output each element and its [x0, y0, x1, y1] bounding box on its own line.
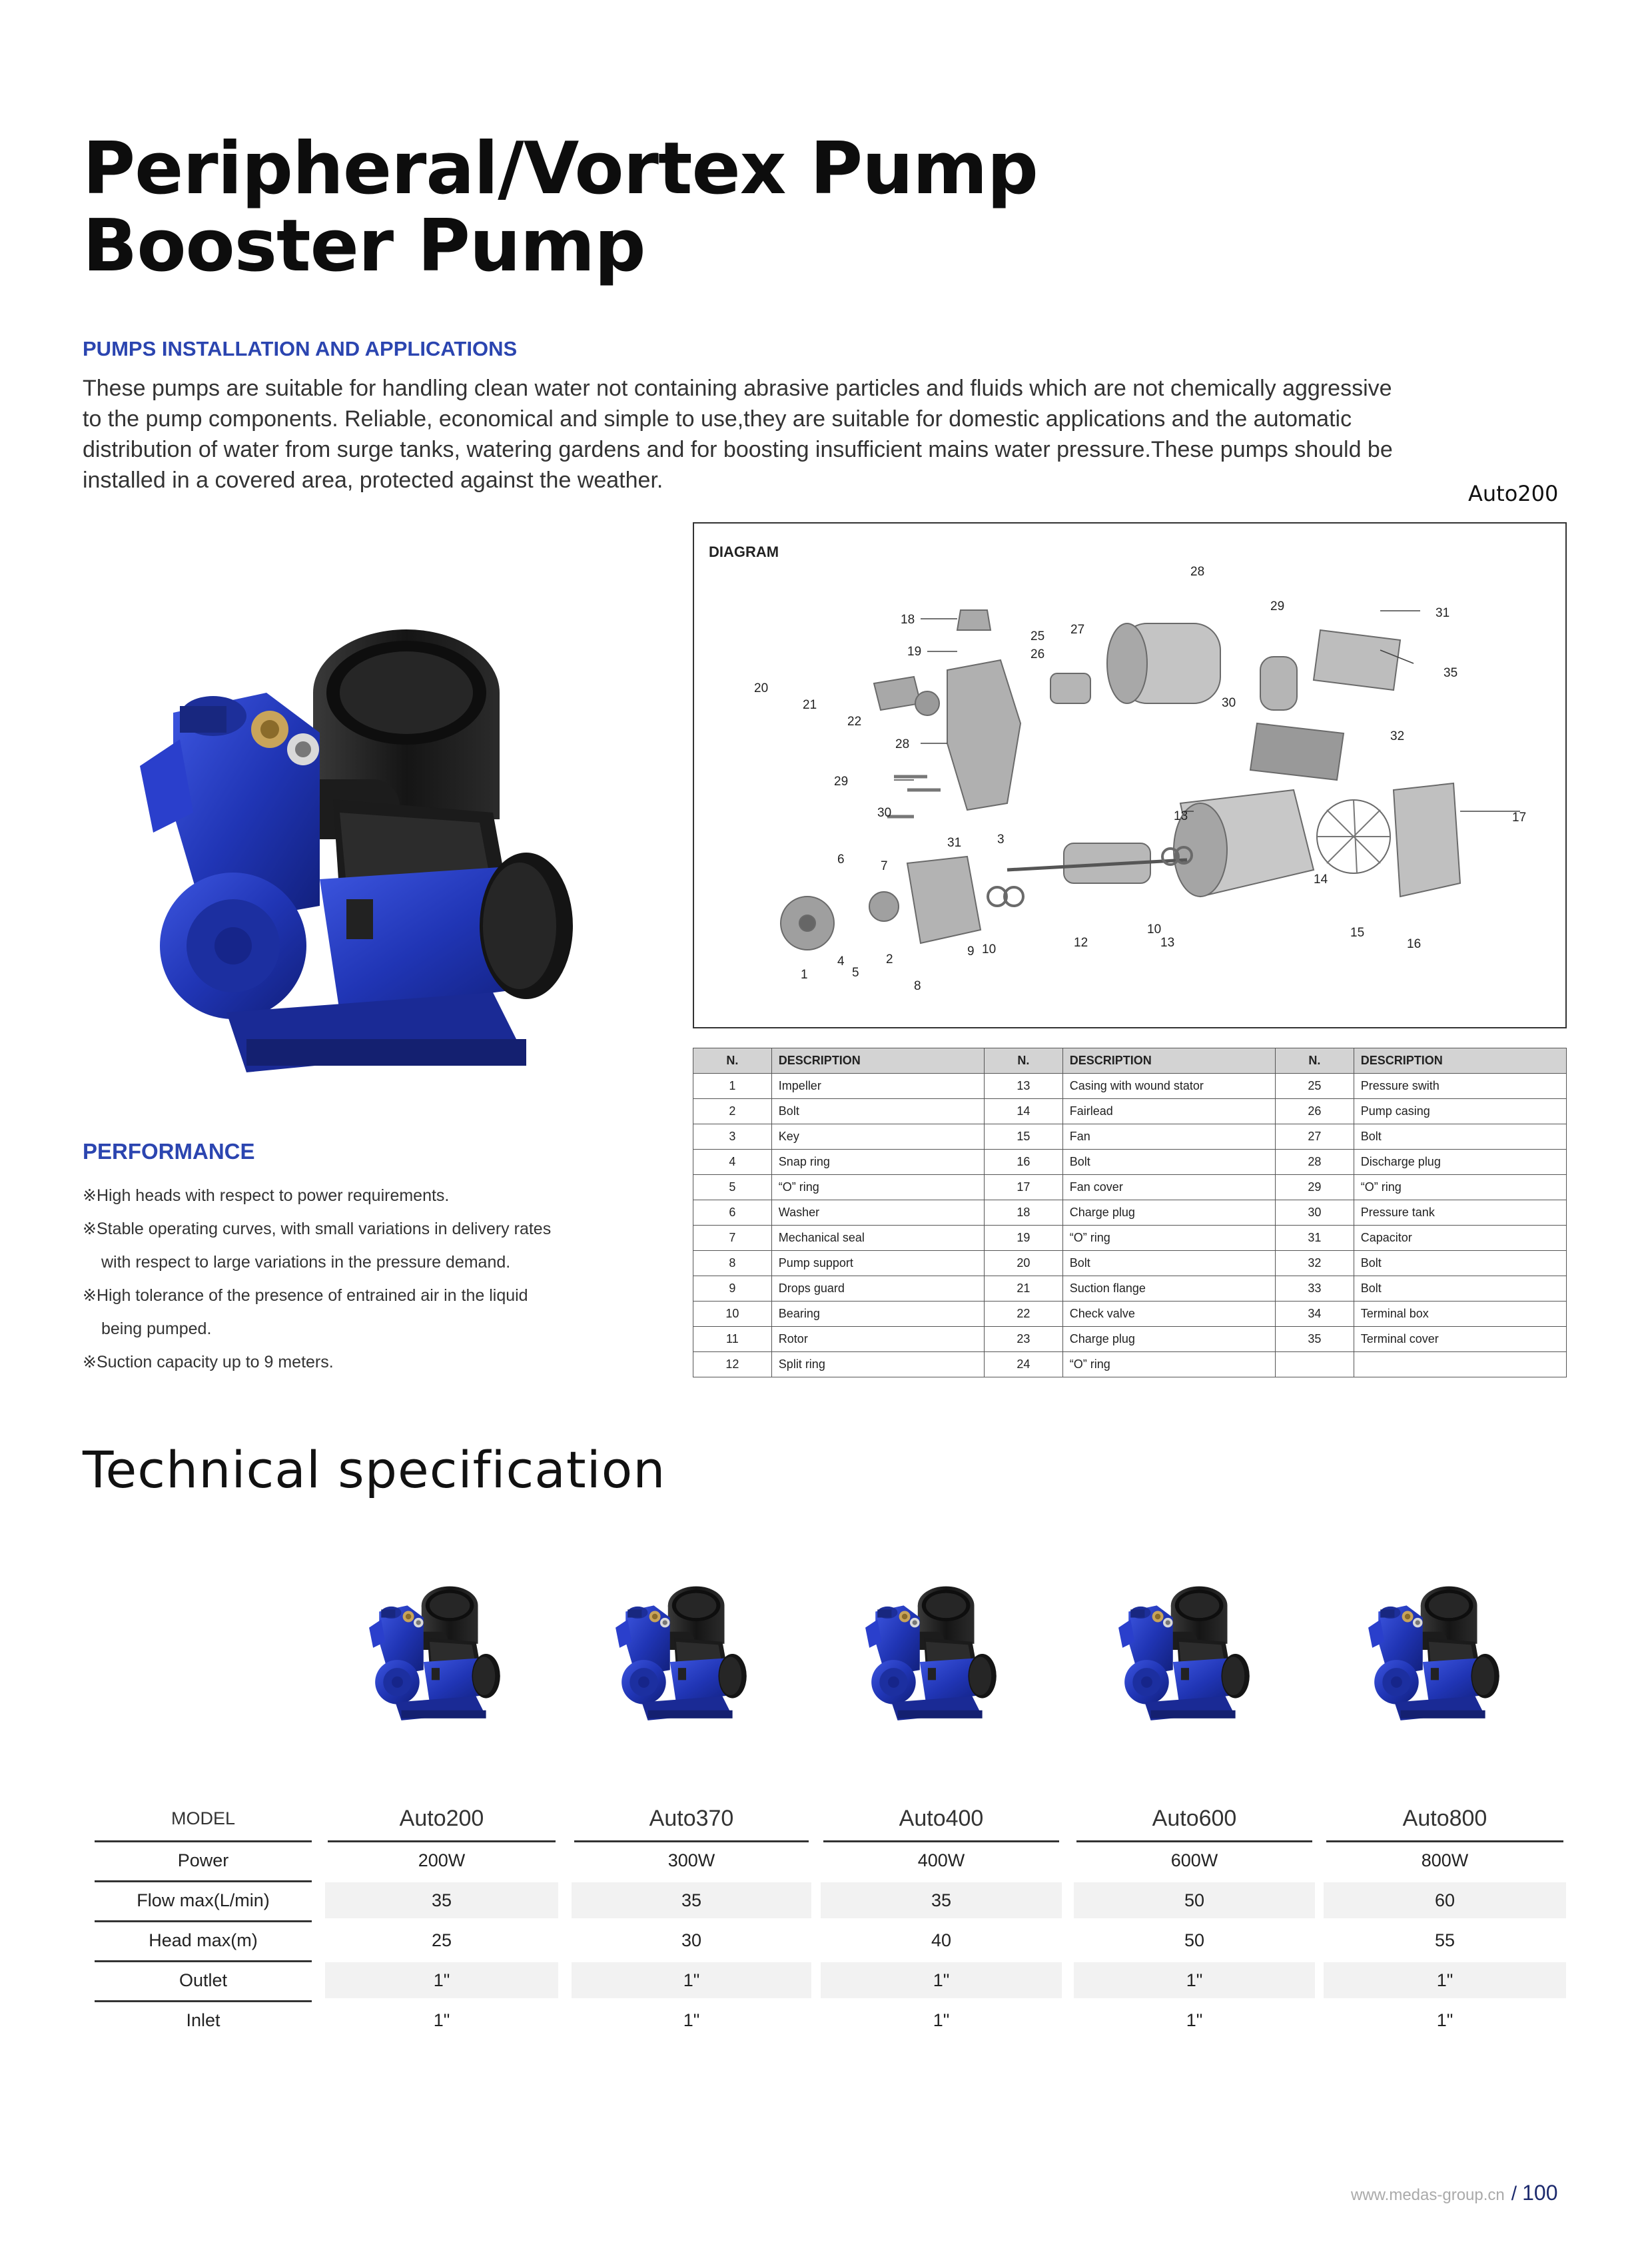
part-number-cell: 27 — [1275, 1124, 1354, 1150]
callout-21: 21 — [803, 698, 817, 712]
performance-item: ※Stable operating curves, with small variations in delivery rates — [83, 1220, 552, 1238]
part-description-cell: Rotor — [771, 1327, 984, 1352]
callout-25: 27 — [1070, 623, 1085, 637]
spec-value-cell: 1" — [933, 2010, 950, 2030]
callout-14: 14 — [1314, 873, 1328, 887]
spec-value-cell: 40 — [931, 1930, 952, 1950]
spec-value-cell: 35 — [821, 1882, 1062, 1918]
installation-text — [83, 373, 1521, 496]
spec-row-label: Outlet — [179, 1970, 228, 1990]
col-header: DESCRIPTION — [1354, 1048, 1566, 1074]
spec-value-cell: Auto800 — [1402, 1805, 1487, 1831]
part-number-cell: 22 — [984, 1302, 1062, 1327]
part-description-cell: Bolt — [771, 1099, 984, 1124]
parts-table-body — [693, 1074, 1567, 1377]
col-header: N. — [693, 1048, 772, 1074]
part-number-cell: 12 — [693, 1352, 772, 1377]
part-number-cell: 15 — [984, 1124, 1062, 1150]
part-description-cell: Casing with wound stator — [1062, 1074, 1275, 1099]
part-number-cell: 33 — [1275, 1276, 1354, 1302]
spec-row-label: Power — [177, 1850, 229, 1870]
part-number-cell: 35 — [1275, 1327, 1354, 1352]
callout-10a: 10 — [1147, 923, 1162, 936]
spec-value-cell: 300W — [667, 1850, 715, 1870]
installation-heading: PUMPS INSTALLATION AND APPLICATIONS — [83, 337, 518, 360]
spec-value-cell: 50 — [1074, 1882, 1315, 1918]
part-description-cell — [1354, 1352, 1566, 1377]
spec-value-cell: 1" — [1186, 2010, 1203, 2030]
part-description-cell: “O” ring — [1354, 1175, 1566, 1200]
table-row — [693, 1200, 1567, 1226]
callout-30: 28 — [1190, 565, 1205, 579]
spec-row — [95, 1922, 1553, 1962]
part-description-cell: Terminal box — [1354, 1302, 1566, 1327]
part-number-cell: 3 — [693, 1124, 772, 1150]
part-description-cell: “O” ring — [1062, 1226, 1275, 1251]
spec-value-cell: 1" — [1436, 2010, 1453, 2030]
col-header: N. — [1275, 1048, 1354, 1074]
callout-22: 22 — [847, 715, 862, 729]
callout-23: 25 — [1031, 629, 1045, 643]
part-number-cell: 10 — [693, 1302, 772, 1327]
callout-16: 16 — [1407, 937, 1422, 951]
callout-15: 15 — [1350, 926, 1365, 940]
spec-table — [95, 1798, 1553, 2042]
part-description-cell: Pressure swith — [1354, 1074, 1566, 1099]
callout-3: 3 — [997, 833, 1005, 847]
part-number-cell: 26 — [1275, 1099, 1354, 1124]
part-description-cell: Drops guard — [771, 1276, 984, 1302]
part-description-cell: Split ring — [771, 1352, 984, 1377]
model-tag: Auto200 — [1468, 481, 1559, 506]
spec-value-cell: Auto200 — [399, 1805, 484, 1831]
part-description-cell: Bearing — [771, 1302, 984, 1327]
part-description-cell: Bolt — [1354, 1251, 1566, 1276]
part-number-cell: 32 — [1275, 1251, 1354, 1276]
spec-row — [95, 1842, 1553, 1882]
spec-header-row — [95, 1798, 1553, 1842]
part-description-cell: Check valve — [1062, 1302, 1275, 1327]
spec-value-cell: 30 — [681, 1930, 702, 1950]
part-number-cell: 16 — [984, 1150, 1062, 1175]
part-description-cell: Discharge plug — [1354, 1150, 1566, 1175]
table-row — [693, 1074, 1567, 1099]
spec-value-cell: Auto370 — [649, 1805, 734, 1831]
page-number: 100 — [1522, 2181, 1558, 2205]
part-description-cell: Washer — [771, 1200, 984, 1226]
diagram-label: DIAGRAM — [709, 544, 779, 560]
callout-34: 32 — [1390, 729, 1405, 743]
callout-5: 5 — [852, 966, 859, 980]
callout-8: 8 — [914, 979, 921, 993]
part-description-cell: Pressure tank — [1354, 1200, 1566, 1226]
callout-17: 17 — [1512, 811, 1527, 825]
part-number-cell: 2 — [693, 1099, 772, 1124]
table-row — [693, 1327, 1567, 1352]
performance-item: ※High tolerance of the presence of entrained air in the liquid — [83, 1286, 528, 1305]
spec-value-cell: 35 — [325, 1882, 558, 1918]
diagram-panel — [693, 522, 1567, 1028]
part-number-cell: 34 — [1275, 1302, 1354, 1327]
part-description-cell: Impeller — [771, 1074, 984, 1099]
spec-value-cell: 1" — [572, 1962, 811, 1998]
part-number-cell: 4 — [693, 1150, 772, 1175]
part-number-cell: 25 — [1275, 1074, 1354, 1099]
part-number-cell: 11 — [693, 1327, 772, 1352]
table-row — [693, 1276, 1567, 1302]
part-description-cell: Charge plug — [1062, 1200, 1275, 1226]
part-number-cell — [1275, 1352, 1354, 1377]
part-number-cell: 17 — [984, 1175, 1062, 1200]
spec-value-cell: 1" — [1324, 1962, 1566, 1998]
main-pump-image — [120, 613, 626, 1092]
installation-line: to the pump components. Reliable, economical and simple to use,they are suitable for domestic applications and the automatic — [83, 406, 1352, 432]
part-number-cell: 9 — [693, 1276, 772, 1302]
spec-value-cell: 1" — [683, 2010, 700, 2030]
callout-24: 26 — [1031, 647, 1045, 661]
callout-7: 7 — [881, 859, 888, 873]
part-number-cell: 30 — [1275, 1200, 1354, 1226]
spec-value-cell: 1" — [325, 1962, 558, 1998]
part-number-cell: 28 — [1275, 1150, 1354, 1175]
spec-value-cell: Auto600 — [1152, 1805, 1237, 1831]
callout-1: 1 — [801, 968, 808, 982]
callout-26: 28 — [895, 737, 910, 751]
part-number-cell: 7 — [693, 1226, 772, 1251]
part-number-cell: 14 — [984, 1099, 1062, 1124]
spec-value-cell: 60 — [1324, 1882, 1566, 1918]
footer-separator: / — [1511, 2183, 1517, 2205]
callout-6: 6 — [837, 853, 845, 867]
callout-32: 30 — [1222, 696, 1236, 710]
model-thumbnail-image — [1112, 1577, 1266, 1730]
callout-31: 29 — [1270, 599, 1285, 613]
callout-4: 4 — [837, 954, 845, 968]
part-description-cell: “O” ring — [771, 1175, 984, 1200]
callout-33: 31 — [1436, 606, 1450, 620]
part-description-cell: Pump support — [771, 1251, 984, 1276]
part-description-cell: Key — [771, 1124, 984, 1150]
callout-12: 13 — [1160, 936, 1175, 950]
callout-19: 19 — [907, 645, 922, 659]
model-thumbnail-image — [859, 1577, 1013, 1730]
part-description-cell: Suction flange — [1062, 1276, 1275, 1302]
tech-spec-heading: Technical specification — [83, 1440, 666, 1499]
part-number-cell: 24 — [984, 1352, 1062, 1377]
part-description-cell: Terminal cover — [1354, 1327, 1566, 1352]
callout-35: 35 — [1444, 666, 1458, 680]
part-description-cell: “O” ring — [1062, 1352, 1275, 1377]
part-number-cell: 31 — [1275, 1226, 1354, 1251]
table-row — [693, 1175, 1567, 1200]
table-row — [693, 1251, 1567, 1276]
page-footer — [1351, 2181, 1558, 2205]
spec-value-cell: 1" — [821, 1962, 1062, 1998]
spec-row-label: Head max(m) — [149, 1930, 258, 1950]
installation-line: distribution of water from surge tanks, watering gardens and for boosting insufficient mains water pressure.These pumps should be — [83, 437, 1393, 462]
exploded-diagram — [694, 524, 1565, 1027]
part-number-cell: 29 — [1275, 1175, 1354, 1200]
performance-list — [83, 1179, 655, 1379]
performance-item: ※Suction capacity up to 9 meters. — [83, 1353, 334, 1371]
part-description-cell: Snap ring — [771, 1150, 984, 1175]
performance-item-cont: with respect to large variations in the pressure demand. — [101, 1253, 511, 1272]
spec-row-label: Flow max(L/min) — [137, 1890, 270, 1910]
spec-value-cell: Auto400 — [899, 1805, 984, 1831]
callout-18: 18 — [901, 613, 915, 627]
col-header: N. — [984, 1048, 1062, 1074]
part-description-cell: Bolt — [1354, 1276, 1566, 1302]
spec-row-label: Inlet — [186, 2010, 220, 2030]
table-row — [693, 1099, 1567, 1124]
part-description-cell: Mechanical seal — [771, 1226, 984, 1251]
spec-row — [95, 2002, 1553, 2042]
part-number-cell: 19 — [984, 1226, 1062, 1251]
part-number-cell: 8 — [693, 1251, 772, 1276]
part-number-cell: 23 — [984, 1327, 1062, 1352]
callout-29: 31 — [947, 836, 962, 850]
part-description-cell: Bolt — [1062, 1251, 1275, 1276]
part-description-cell: Bolt — [1062, 1150, 1275, 1175]
spec-row — [95, 1882, 1553, 1922]
table-row — [693, 1150, 1567, 1175]
model-thumbnail-image — [610, 1577, 763, 1730]
part-description-cell: Fairlead — [1062, 1099, 1275, 1124]
spec-row-label: MODEL — [171, 1808, 236, 1828]
spec-value-cell: 1" — [433, 2010, 450, 2030]
spec-value-cell: 200W — [418, 1850, 466, 1870]
performance-heading: PERFORMANCE — [83, 1139, 255, 1164]
table-row — [693, 1302, 1567, 1327]
col-header: DESCRIPTION — [1062, 1048, 1275, 1074]
part-number-cell: 1 — [693, 1074, 772, 1099]
spec-value-cell: 55 — [1434, 1930, 1455, 1950]
part-description-cell: Bolt — [1354, 1124, 1566, 1150]
callout-27: 29 — [834, 775, 849, 789]
table-row — [693, 1226, 1567, 1251]
part-description-cell: Charge plug — [1062, 1327, 1275, 1352]
part-number-cell: 5 — [693, 1175, 772, 1200]
callout-2: 2 — [886, 952, 893, 966]
spec-value-cell: 800W — [1421, 1850, 1469, 1870]
col-header: DESCRIPTION — [771, 1048, 984, 1074]
spec-value-cell: 600W — [1170, 1850, 1218, 1870]
table-row — [693, 1352, 1567, 1377]
spec-value-cell: 35 — [572, 1882, 811, 1918]
callout-11: 12 — [1074, 936, 1088, 950]
callout-13: 13 — [1174, 809, 1188, 823]
part-description-cell: Pump casing — [1354, 1099, 1566, 1124]
spec-value-cell: 1" — [1074, 1962, 1315, 1998]
table-header-row — [693, 1048, 1567, 1074]
spec-row — [95, 1962, 1553, 2002]
performance-item: ※High heads with respect to power requirements. — [83, 1186, 450, 1205]
callout-9: 9 — [967, 944, 975, 958]
spec-value-cell: 50 — [1184, 1930, 1205, 1950]
part-number-cell: 20 — [984, 1251, 1062, 1276]
parts-table — [693, 1048, 1567, 1377]
part-number-cell: 18 — [984, 1200, 1062, 1226]
part-number-cell: 13 — [984, 1074, 1062, 1099]
title-line-2: Booster Pump — [83, 204, 645, 288]
page-title — [83, 127, 1038, 288]
callout-28: 30 — [877, 806, 892, 820]
title-line-1: Peripheral/Vortex Pump — [83, 127, 1038, 210]
installation-line: installed in a covered area, protected against the weather. — [83, 468, 663, 493]
spec-value-cell: 400W — [917, 1850, 965, 1870]
callout-20: 20 — [754, 681, 769, 695]
part-description-cell: Capacitor — [1354, 1226, 1566, 1251]
performance-item-cont: being pumped. — [101, 1319, 212, 1338]
model-thumbnail-image — [1362, 1577, 1515, 1730]
table-row — [693, 1124, 1567, 1150]
spec-value-cell: 25 — [431, 1930, 452, 1950]
part-description-cell: Fan cover — [1062, 1175, 1275, 1200]
installation-line: These pumps are suitable for handling clean water not containing abrasive particles and fluids which are not chemically aggressive — [83, 376, 1392, 401]
part-description-cell: Fan — [1062, 1124, 1275, 1150]
part-number-cell: 6 — [693, 1200, 772, 1226]
callout-10b: 10 — [982, 942, 997, 956]
model-thumbnail-image — [363, 1577, 516, 1730]
footer-url: www.medas-group.cn — [1351, 2186, 1505, 2204]
part-number-cell: 21 — [984, 1276, 1062, 1302]
